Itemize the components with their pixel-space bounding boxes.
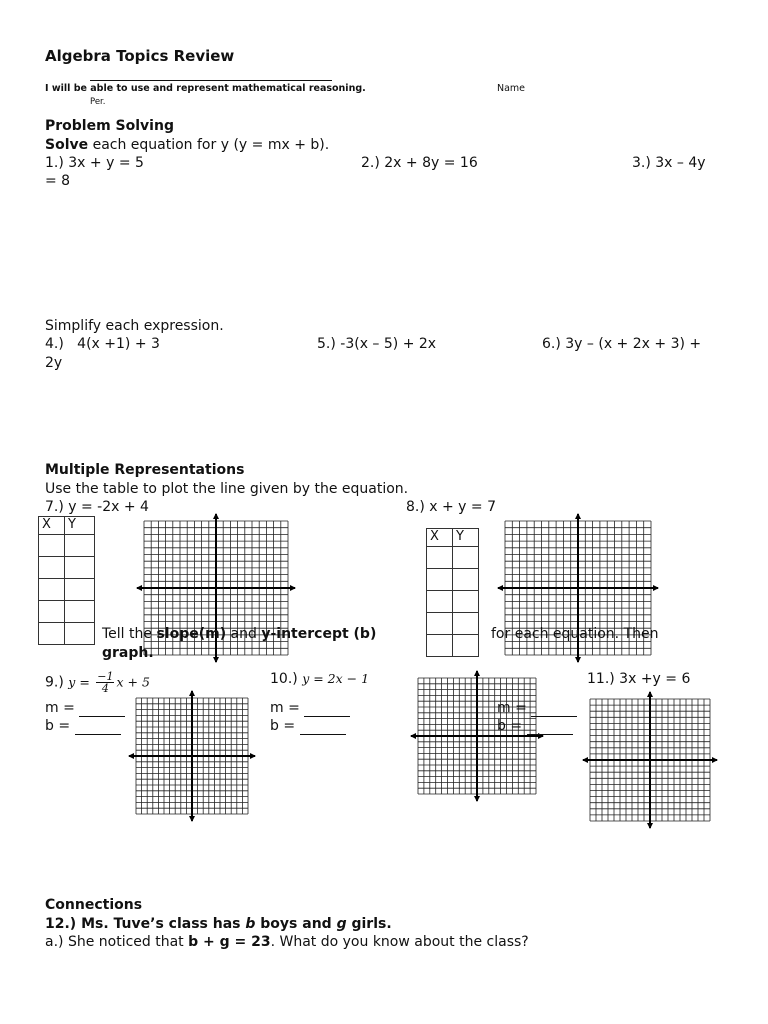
table-cell[interactable] <box>427 569 453 591</box>
problem-1: 1.) 3x + y = 5 <box>45 155 144 171</box>
b-blank[interactable] <box>300 718 346 735</box>
m-answer-10 <box>270 700 350 717</box>
b-blank[interactable] <box>75 718 121 735</box>
arrow-down-icon <box>474 796 480 802</box>
arrow-up-icon <box>474 670 480 676</box>
tell-pre: Tell the <box>102 626 157 642</box>
arrow-up-icon <box>647 691 653 697</box>
objective-underline <box>90 80 332 81</box>
table-cell[interactable] <box>39 623 65 645</box>
tell-and: and <box>226 626 262 642</box>
m-label: m = <box>497 700 527 716</box>
problem-3-continued: = 8 <box>45 173 71 189</box>
table-cell[interactable] <box>427 613 453 635</box>
problem-10-label: 10.) <box>270 671 298 687</box>
arrow-up-icon <box>189 690 195 696</box>
xy-table-8 <box>426 528 479 657</box>
table-header-y: Y <box>65 517 95 535</box>
arrow-right-icon <box>653 585 659 591</box>
p12-var-g: g <box>336 916 347 932</box>
problem-12 <box>45 916 392 932</box>
problem-4: 4.) 4(x +1) + 3 <box>45 336 160 352</box>
m-blank[interactable] <box>79 700 125 717</box>
problem-5: 5.) -3(x – 5) + 2x <box>317 336 437 352</box>
q12a-text-1: a.) She noticed that <box>45 934 189 950</box>
problem-6: 6.) 3y – (x + 2x + 3) + <box>542 336 702 352</box>
slope-intercept-instruction <box>102 626 376 642</box>
table-cell[interactable] <box>65 601 95 623</box>
table-cell[interactable] <box>39 579 65 601</box>
table-cell[interactable] <box>453 547 479 569</box>
question-12a <box>45 934 529 950</box>
arrow-down-icon <box>189 816 195 822</box>
table-cell[interactable] <box>39 535 65 557</box>
table-cell[interactable] <box>39 557 65 579</box>
problem-7: 7.) y = -2x + 4 <box>45 499 149 515</box>
table-header-x: X <box>427 529 453 547</box>
arrow-right-icon <box>712 757 718 763</box>
table-header-y: Y <box>453 529 479 547</box>
worksheet-title: Algebra Topics Review <box>45 47 235 65</box>
solve-word: Solve <box>45 137 89 153</box>
problem-9-rest: x + 5 <box>116 674 150 690</box>
name-label: Name <box>497 83 526 94</box>
m-label: m = <box>45 700 75 716</box>
problem-9-fraction <box>96 671 114 694</box>
b-answer-9 <box>45 718 121 735</box>
p12-text-3: girls. <box>346 916 392 932</box>
table-cell[interactable] <box>427 635 453 657</box>
problem-10-equation: y = 2x − 1 <box>302 671 370 686</box>
problem-9-y: y = <box>68 674 90 690</box>
p12-text-1: 12.) Ms. Tuve’s class has <box>45 916 246 932</box>
arrow-left-icon <box>410 733 416 739</box>
plot-instruction: Use the table to plot the line given by the equation. <box>45 481 409 497</box>
p12-var-b: b <box>245 916 256 932</box>
b-label: b = <box>497 718 523 734</box>
fraction-numerator: −1 <box>97 670 114 683</box>
m-blank[interactable] <box>304 700 350 717</box>
problem-11: 11.) 3x +y = 6 <box>587 671 691 687</box>
coordinate-grid-10[interactable] <box>410 670 544 802</box>
table-cell[interactable] <box>65 579 95 601</box>
arrow-left-icon <box>128 753 134 759</box>
intercept-term: y-intercept (b) <box>261 626 377 642</box>
b-answer-11 <box>497 718 573 735</box>
period-label: Per. <box>90 97 106 107</box>
arrow-down-icon <box>213 657 219 663</box>
coordinate-grid-9[interactable] <box>128 690 256 822</box>
table-cell[interactable] <box>453 613 479 635</box>
slope-intercept-instruction-end: for each equation. Then <box>491 626 659 642</box>
fraction-denominator: 4 <box>101 682 109 695</box>
slope-term: slope(m) <box>156 626 227 642</box>
problem-3: 3.) 3x – 4y <box>632 155 706 171</box>
arrow-up-icon <box>213 513 219 519</box>
arrow-down-icon <box>575 657 581 663</box>
coordinate-grid-11[interactable] <box>582 691 718 829</box>
b-blank[interactable] <box>527 718 573 735</box>
q12a-text-2: . What do you know about the class? <box>270 934 529 950</box>
solve-instruction-text: each equation for y (y = mx + b). <box>88 137 330 153</box>
table-cell[interactable] <box>453 591 479 613</box>
table-cell[interactable] <box>65 557 95 579</box>
problem-9-label: 9.) <box>45 674 64 691</box>
arrow-up-icon <box>575 513 581 519</box>
xy-table-7 <box>38 516 95 645</box>
table-cell[interactable] <box>453 569 479 591</box>
m-blank[interactable] <box>531 700 577 717</box>
table-cell[interactable] <box>427 591 453 613</box>
arrow-left-icon <box>582 757 588 763</box>
section-heading-problem-solving: Problem Solving <box>45 118 174 134</box>
arrow-right-icon <box>290 585 296 591</box>
table-cell[interactable] <box>427 547 453 569</box>
problem-10 <box>270 671 369 687</box>
m-answer-9 <box>45 700 125 717</box>
section-heading-connections: Connections <box>45 897 143 913</box>
problem-6-continued: 2y <box>45 355 63 371</box>
table-cell[interactable] <box>65 535 95 557</box>
table-cell[interactable] <box>453 635 479 657</box>
simplify-instruction: Simplify each expression. <box>45 318 224 334</box>
arrow-down-icon <box>647 823 653 829</box>
solve-instruction <box>45 137 329 153</box>
table-cell[interactable] <box>65 623 95 645</box>
table-header-x: X <box>39 517 65 535</box>
b-answer-10 <box>270 718 346 735</box>
problem-8: 8.) x + y = 7 <box>406 499 497 515</box>
b-label: b = <box>45 718 71 734</box>
q12a-equation: b + g = 23 <box>188 934 271 950</box>
arrow-right-icon <box>250 753 256 759</box>
arrow-left-icon <box>497 585 503 591</box>
problem-2: 2.) 2x + 8y = 16 <box>361 155 478 171</box>
section-heading-multiple-representations: Multiple Representations <box>45 462 245 478</box>
graph-word: graph. <box>102 645 154 661</box>
m-label: m = <box>270 700 300 716</box>
p12-text-2: boys and <box>255 916 337 932</box>
table-cell[interactable] <box>39 601 65 623</box>
arrow-left-icon <box>136 585 142 591</box>
learning-objective: I will be able to use and represent mathematical reasoning. <box>45 83 366 94</box>
m-answer-11 <box>497 700 577 717</box>
b-label: b = <box>270 718 296 734</box>
